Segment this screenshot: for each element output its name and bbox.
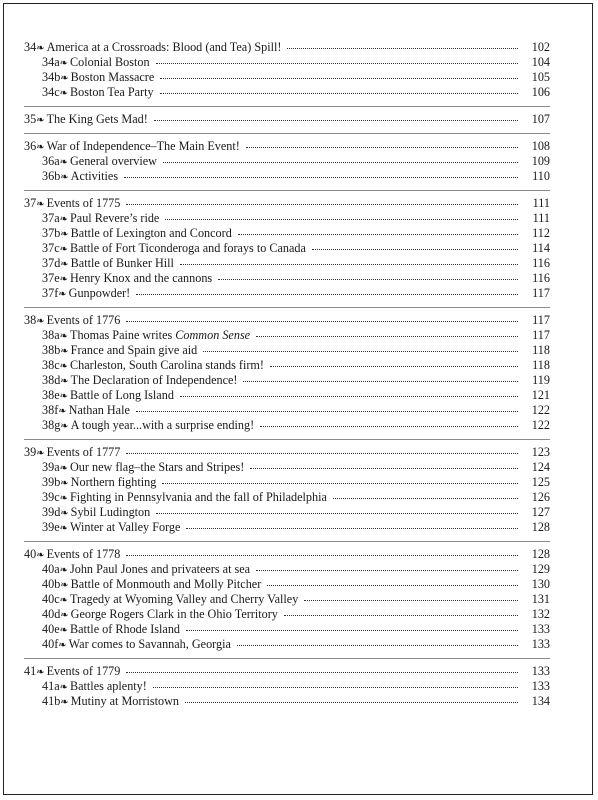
page-number: 122 [531, 403, 550, 417]
entry-title-text: Northern fighting [70, 475, 157, 489]
page-number: 117 [532, 313, 550, 327]
fleuron-icon: ❧ [36, 115, 45, 126]
fleuron-icon: ❧ [59, 58, 68, 69]
toc-subentry [24, 490, 550, 505]
entry-title [70, 55, 150, 70]
page-number: 133 [531, 637, 550, 651]
toc-subentry [24, 520, 550, 535]
entry-number: 38e [42, 388, 60, 402]
page-number: 118 [532, 358, 550, 372]
page-number: 133 [531, 679, 550, 693]
entry-number: 38 [24, 313, 37, 327]
toc-subentry [24, 694, 550, 709]
dot-leader [218, 276, 518, 280]
entry-title-text: Charleston, South Carolina stands firm! [70, 358, 264, 372]
dot-leader [243, 378, 518, 382]
page-number: 117 [532, 328, 550, 342]
entry-title-text: A tough year...with a surprise ending! [70, 418, 255, 432]
entry-number: 39e [42, 520, 60, 534]
page-number: 102 [531, 40, 550, 54]
entry-title [69, 286, 131, 301]
entry-title-text: Battle of Long Island [70, 388, 174, 402]
fleuron-icon: ❧ [60, 172, 69, 183]
entry-number: 39b [42, 475, 61, 489]
page-number: 126 [531, 490, 550, 504]
dot-leader [162, 480, 518, 484]
fleuron-icon: ❧ [60, 376, 69, 387]
toc-section [24, 439, 550, 541]
fleuron-icon: ❧ [59, 244, 68, 255]
entry-number: 39a [42, 460, 60, 474]
dot-leader [156, 510, 518, 514]
dot-leader [304, 597, 518, 601]
entry-number: 38a [42, 328, 60, 342]
fleuron-icon: ❧ [36, 199, 45, 210]
fleuron-icon: ❧ [58, 640, 67, 651]
fleuron-icon: ❧ [59, 565, 68, 576]
entry-title-text: Battle of Lexington and Concord [70, 226, 232, 240]
entry-title-text: Events of 1779 [46, 664, 121, 678]
dot-leader [180, 261, 518, 265]
fleuron-icon: ❧ [59, 391, 68, 402]
entry-title [70, 358, 264, 373]
toc-subentry [24, 592, 550, 607]
entry-title-text: Thomas Paine writes [70, 328, 173, 342]
dot-leader [237, 642, 518, 646]
fleuron-icon: ❧ [58, 406, 67, 417]
dot-leader [165, 216, 518, 220]
page-number: 111 [532, 196, 550, 210]
entry-number: 39c [42, 490, 60, 504]
fleuron-icon: ❧ [59, 463, 68, 474]
toc-subentry [24, 418, 550, 433]
entry-title-text: Events of 1776 [46, 313, 121, 327]
entry-number: 38c [42, 358, 60, 372]
toc-subentry [24, 505, 550, 520]
toc-subentry [24, 154, 550, 169]
entry-number: 37a [42, 211, 60, 225]
entry-title-text: Winter at Valley Forge [70, 520, 181, 534]
entry-title [71, 256, 174, 271]
entry-title-text: America at a Crossroads: Blood (and Tea) Spill! [46, 40, 282, 54]
page-number: 105 [531, 70, 550, 84]
entry-number: 40a [42, 562, 60, 576]
entry-title [70, 211, 159, 226]
entry-title-italic: Common Sense [175, 328, 251, 342]
entry-title [47, 445, 121, 460]
table-of-contents [24, 40, 550, 715]
toc-subentry [24, 271, 550, 286]
entry-title [71, 343, 198, 358]
entry-title [71, 169, 118, 184]
entry-title [69, 403, 130, 418]
dot-leader [136, 408, 518, 412]
toc-section [24, 106, 550, 133]
fleuron-icon: ❧ [59, 682, 68, 693]
toc-section [24, 307, 550, 439]
entry-title-text: Tragedy at Wyoming Valley and Cherry Valley [70, 592, 299, 606]
fleuron-icon: ❧ [59, 331, 68, 342]
entry-title [69, 637, 231, 652]
toc-entry [24, 664, 550, 679]
page-number: 118 [532, 343, 550, 357]
fleuron-icon: ❧ [59, 157, 68, 168]
entry-number: 38f [42, 403, 59, 417]
entry-title [47, 547, 121, 562]
entry-title-text: Sybil Ludington [70, 505, 151, 519]
toc-subentry [24, 637, 550, 652]
entry-number: 40f [42, 637, 59, 651]
entry-number: 36b [42, 169, 61, 183]
entry-number: 38d [42, 373, 61, 387]
toc-subentry [24, 403, 550, 418]
page-number: 116 [532, 256, 550, 270]
entry-number: 34a [42, 55, 60, 69]
fleuron-icon: ❧ [60, 610, 69, 621]
entry-number: 36a [42, 154, 60, 168]
fleuron-icon: ❧ [59, 88, 68, 99]
entry-number: 38b [42, 343, 61, 357]
entry-title [71, 418, 254, 433]
entry-number: 34c [42, 85, 60, 99]
entry-title [71, 505, 151, 520]
entry-number: 40b [42, 577, 61, 591]
entry-title [71, 70, 155, 85]
fleuron-icon: ❧ [58, 289, 67, 300]
entry-title-text: The Declaration of Independence! [70, 373, 238, 387]
entry-title-text: Nathan Hale [68, 403, 130, 417]
page-number: 107 [531, 112, 550, 126]
dot-leader [126, 552, 518, 556]
entry-number: 40 [24, 547, 37, 561]
toc-entry [24, 112, 550, 127]
page-number: 132 [531, 607, 550, 621]
page-number: 128 [531, 520, 550, 534]
entry-title [70, 460, 244, 475]
entry-title [71, 475, 157, 490]
dot-leader [256, 333, 518, 337]
entry-number: 37f [42, 286, 59, 300]
page-number: 125 [531, 475, 550, 489]
entry-number: 37e [42, 271, 60, 285]
dot-leader [284, 612, 518, 616]
dot-leader [185, 699, 518, 703]
page-number: 110 [532, 169, 550, 183]
dot-leader [186, 525, 518, 529]
entry-title-text: The King Gets Mad! [46, 112, 148, 126]
fleuron-icon: ❧ [36, 142, 45, 153]
entry-number: 41a [42, 679, 60, 693]
dot-leader [136, 291, 518, 295]
toc-section [24, 658, 550, 715]
entry-title [70, 592, 298, 607]
toc-subentry [24, 577, 550, 592]
toc-entry [24, 313, 550, 328]
fleuron-icon: ❧ [59, 274, 68, 285]
page-number: 131 [531, 592, 550, 606]
entry-title [47, 139, 240, 154]
page-number: 133 [531, 622, 550, 636]
entry-number: 41 [24, 664, 37, 678]
dot-leader [287, 45, 518, 49]
page-number: 133 [531, 664, 550, 678]
toc-entry [24, 40, 550, 55]
dot-leader [160, 75, 518, 79]
dot-leader [160, 90, 518, 94]
entry-number: 37c [42, 241, 60, 255]
page-number: 127 [531, 505, 550, 519]
fleuron-icon: ❧ [36, 316, 45, 327]
entry-title-text: Battles aplenty! [70, 679, 147, 693]
entry-number: 39 [24, 445, 37, 459]
toc-subentry [24, 475, 550, 490]
entry-number: 40e [42, 622, 60, 636]
dot-leader [163, 159, 518, 163]
toc-subentry [24, 562, 550, 577]
entry-number: 40d [42, 607, 61, 621]
entry-title-text: Gunpowder! [68, 286, 131, 300]
toc-subentry [24, 241, 550, 256]
dot-leader [203, 348, 518, 352]
entry-title-text: Battle of Fort Ticonderoga and forays to Canada [70, 241, 306, 255]
page-number: 134 [531, 694, 550, 708]
toc-subentry [24, 343, 550, 358]
entry-title [70, 679, 147, 694]
document-page [3, 3, 593, 795]
entry-number: 41b [42, 694, 61, 708]
dot-leader [267, 582, 518, 586]
entry-title [70, 490, 327, 505]
dot-leader [312, 246, 518, 250]
entry-title [71, 577, 262, 592]
toc-entry [24, 196, 550, 211]
dot-leader [250, 465, 518, 469]
page-number: 117 [532, 286, 550, 300]
entry-title-text: Mutiny at Morristown [70, 694, 180, 708]
toc-subentry [24, 460, 550, 475]
fleuron-icon: ❧ [60, 346, 69, 357]
entry-title [47, 664, 121, 679]
entry-title-text: General overview [70, 154, 157, 168]
page-number: 109 [531, 154, 550, 168]
fleuron-icon: ❧ [60, 697, 69, 708]
dot-leader [186, 627, 518, 631]
page-number: 106 [531, 85, 550, 99]
fleuron-icon: ❧ [36, 43, 45, 54]
toc-subentry [24, 679, 550, 694]
fleuron-icon: ❧ [60, 259, 69, 270]
entry-title-text: Battle of Monmouth and Molly Pitcher [70, 577, 262, 591]
entry-title [47, 40, 282, 55]
entry-title-text: Colonial Boston [70, 55, 150, 69]
entry-title-text: Henry Knox and the cannons [70, 271, 213, 285]
dot-leader [256, 567, 518, 571]
entry-title-text: Fighting in Pennsylvania and the fall of Philadelphia [70, 490, 327, 504]
page-number: 129 [531, 562, 550, 576]
toc-entry [24, 445, 550, 460]
entry-title-text: Boston Massacre [70, 70, 155, 84]
toc-subentry [24, 169, 550, 184]
entry-title [70, 85, 154, 100]
fleuron-icon: ❧ [60, 73, 69, 84]
fleuron-icon: ❧ [59, 523, 68, 534]
fleuron-icon: ❧ [36, 550, 45, 561]
entry-title [70, 520, 180, 535]
entry-number: 34b [42, 70, 61, 84]
dot-leader [126, 450, 518, 454]
dot-leader [154, 117, 518, 121]
page-number: 116 [532, 271, 550, 285]
fleuron-icon: ❧ [36, 667, 45, 678]
entry-number: 37 [24, 196, 37, 210]
dot-leader [238, 231, 518, 235]
entry-title-text: Events of 1778 [46, 547, 121, 561]
entry-title [70, 271, 212, 286]
entry-title-text: Activities [70, 169, 119, 183]
toc-section [24, 541, 550, 658]
entry-title-text: War of Independence–The Main Event! [46, 139, 240, 153]
entry-number: 37b [42, 226, 61, 240]
entry-number: 40c [42, 592, 60, 606]
toc-subentry [24, 607, 550, 622]
entry-title [47, 112, 148, 127]
entry-number: 35 [24, 112, 37, 126]
entry-title [71, 373, 238, 388]
toc-entry [24, 547, 550, 562]
toc-subentry [24, 211, 550, 226]
dot-leader [270, 363, 518, 367]
page-number: 108 [531, 139, 550, 153]
dot-leader [153, 684, 518, 688]
toc-subentry [24, 388, 550, 403]
dot-leader [126, 318, 518, 322]
toc-entry [24, 139, 550, 154]
dot-leader [156, 60, 518, 64]
toc-subentry [24, 622, 550, 637]
fleuron-icon: ❧ [36, 448, 45, 459]
entry-title [70, 328, 250, 343]
toc-subentry [24, 55, 550, 70]
toc-subentry [24, 226, 550, 241]
toc-subentry [24, 328, 550, 343]
fleuron-icon: ❧ [60, 580, 69, 591]
toc-subentry [24, 70, 550, 85]
fleuron-icon: ❧ [60, 508, 69, 519]
page-number: 104 [531, 55, 550, 69]
toc-subentry [24, 286, 550, 301]
fleuron-icon: ❧ [60, 229, 69, 240]
entry-title-text: Events of 1777 [46, 445, 121, 459]
toc-section [24, 133, 550, 190]
page-number: 128 [531, 547, 550, 561]
dot-leader [126, 201, 518, 205]
toc-subentry [24, 256, 550, 271]
page-number: 124 [531, 460, 550, 474]
entry-title [47, 313, 121, 328]
page-number: 123 [531, 445, 550, 459]
dot-leader [333, 495, 518, 499]
fleuron-icon: ❧ [59, 493, 68, 504]
entry-number: 38g [42, 418, 61, 432]
entry-number: 39d [42, 505, 61, 519]
entry-title-text: John Paul Jones and privateers at sea [70, 562, 251, 576]
entry-title-text: Battle of Bunker Hill [70, 256, 174, 270]
entry-title [47, 196, 121, 211]
page-number: 122 [531, 418, 550, 432]
page-number: 114 [532, 241, 550, 255]
page-number: 121 [531, 388, 550, 402]
dot-leader [180, 393, 518, 397]
page-number: 119 [532, 373, 550, 387]
dot-leader [124, 174, 518, 178]
page-number: 111 [532, 211, 550, 225]
entry-title-text: War comes to Savannah, Georgia [68, 637, 231, 651]
dot-leader [260, 423, 518, 427]
fleuron-icon: ❧ [59, 625, 68, 636]
toc-subentry [24, 85, 550, 100]
entry-title [70, 562, 250, 577]
page-number: 130 [531, 577, 550, 591]
entry-title-text: Paul Revere’s ride [70, 211, 160, 225]
entry-title [70, 241, 306, 256]
entry-title [70, 388, 174, 403]
entry-title [71, 607, 278, 622]
entry-number: 36 [24, 139, 37, 153]
entry-title-text: Events of 1775 [46, 196, 121, 210]
toc-subentry [24, 358, 550, 373]
fleuron-icon: ❧ [59, 214, 68, 225]
entry-number: 37d [42, 256, 61, 270]
entry-title-text: Boston Tea Party [70, 85, 154, 99]
entry-title [70, 154, 157, 169]
toc-subentry [24, 373, 550, 388]
fleuron-icon: ❧ [60, 421, 69, 432]
entry-title [71, 226, 232, 241]
page-number: 112 [532, 226, 550, 240]
entry-title [70, 622, 180, 637]
toc-section [24, 40, 550, 106]
entry-title-text: France and Spain give aid [70, 343, 198, 357]
fleuron-icon: ❧ [59, 595, 68, 606]
entry-number: 34 [24, 40, 37, 54]
entry-title-text: Our new flag–the Stars and Stripes! [70, 460, 245, 474]
dot-leader [126, 669, 518, 673]
entry-title [71, 694, 179, 709]
fleuron-icon: ❧ [60, 478, 69, 489]
toc-section [24, 190, 550, 307]
entry-title-text: Battle of Rhode Island [70, 622, 181, 636]
entry-title-text: George Rogers Clark in the Ohio Territory [70, 607, 278, 621]
dot-leader [246, 144, 518, 148]
fleuron-icon: ❧ [59, 361, 68, 372]
